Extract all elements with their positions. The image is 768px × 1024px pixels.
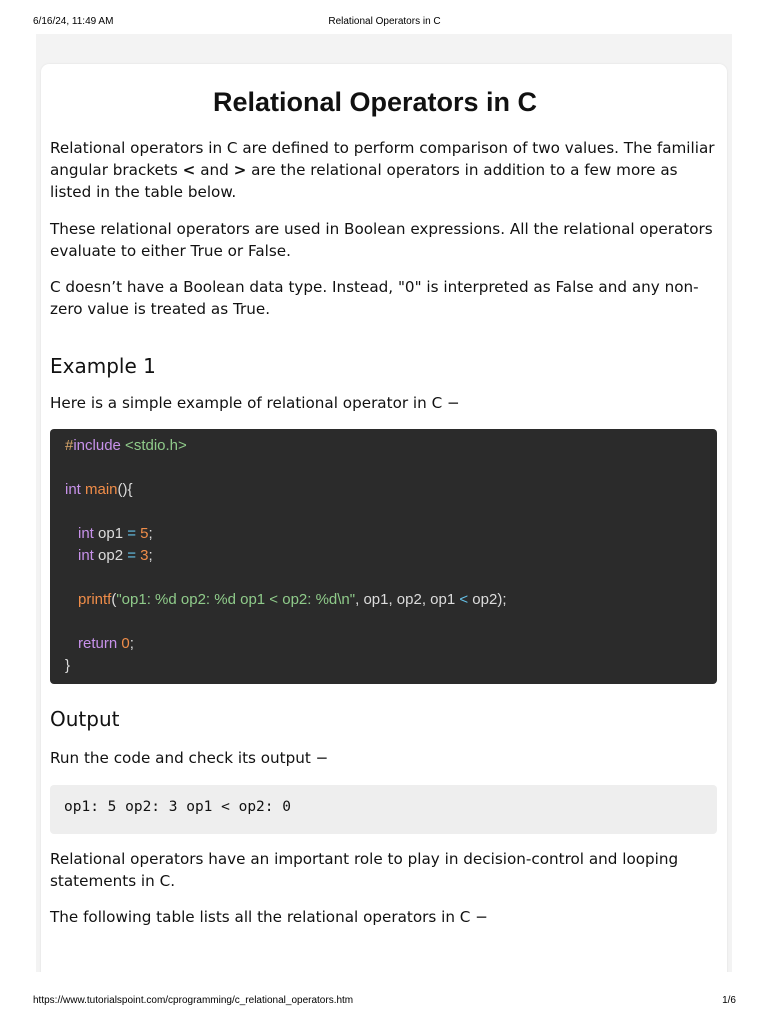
print-header [33, 16, 736, 30]
intro-paragraph-3: C doesn’t have a Boolean data type. Instead, "0" is interpreted as False and any non-zero value is treated as True. [50, 278, 699, 318]
print-page-number: 1/6 [722, 995, 736, 1006]
print-doc-title: Relational Operators in C [328, 16, 441, 27]
code-line-op2: int op2 = 3; [78, 547, 153, 564]
code-line-close: } [65, 657, 71, 674]
paragraph-table-intro: The following table lists all the relational operators in C − [50, 908, 488, 926]
paragraph-decision-control: Relational operators have an important role to play in decision-control and looping statements in C. [50, 850, 679, 890]
example-heading: Example 1 [50, 354, 156, 378]
code-line-main: int main(){ [65, 481, 133, 498]
print-datetime: 6/16/24, 11:49 AM [33, 16, 114, 27]
article-card [41, 64, 727, 972]
page-title: Relational Operators in C [212, 87, 538, 117]
output-text: op1: 5 op2: 3 op1 < op2: 0 [64, 799, 291, 815]
example-intro: Here is a simple example of relational operator in C − [50, 394, 460, 412]
intro-paragraph-2: These relational operators are used in Boolean expressions. All the relational operators evaluate to either True or False. [50, 220, 713, 260]
code-line-printf: printf("op1: %d op2: %d op1 < op2: %d\n", op1, op2, op1 < op2); [78, 591, 507, 608]
print-url: https://www.tutorialspoint.com/cprogramming/c_relational_operators.htm [33, 995, 354, 1006]
code-line-return: return 0; [78, 635, 134, 652]
intro-paragraph-1: Relational operators in C are defined to perform comparison of two values. The familiar angular brackets < and > are the relational operators in addition to a few more as listed in the table below. [50, 139, 715, 201]
output-block[interactable] [50, 785, 717, 834]
code-line-include: #include <stdio.h> [65, 437, 187, 454]
code-block[interactable] [50, 429, 717, 684]
print-footer [33, 995, 736, 1009]
output-intro: Run the code and check its output − [50, 749, 329, 767]
output-heading: Output [50, 707, 120, 731]
page-background [36, 34, 732, 972]
code-line-op1: int op1 = 5; [78, 525, 153, 542]
